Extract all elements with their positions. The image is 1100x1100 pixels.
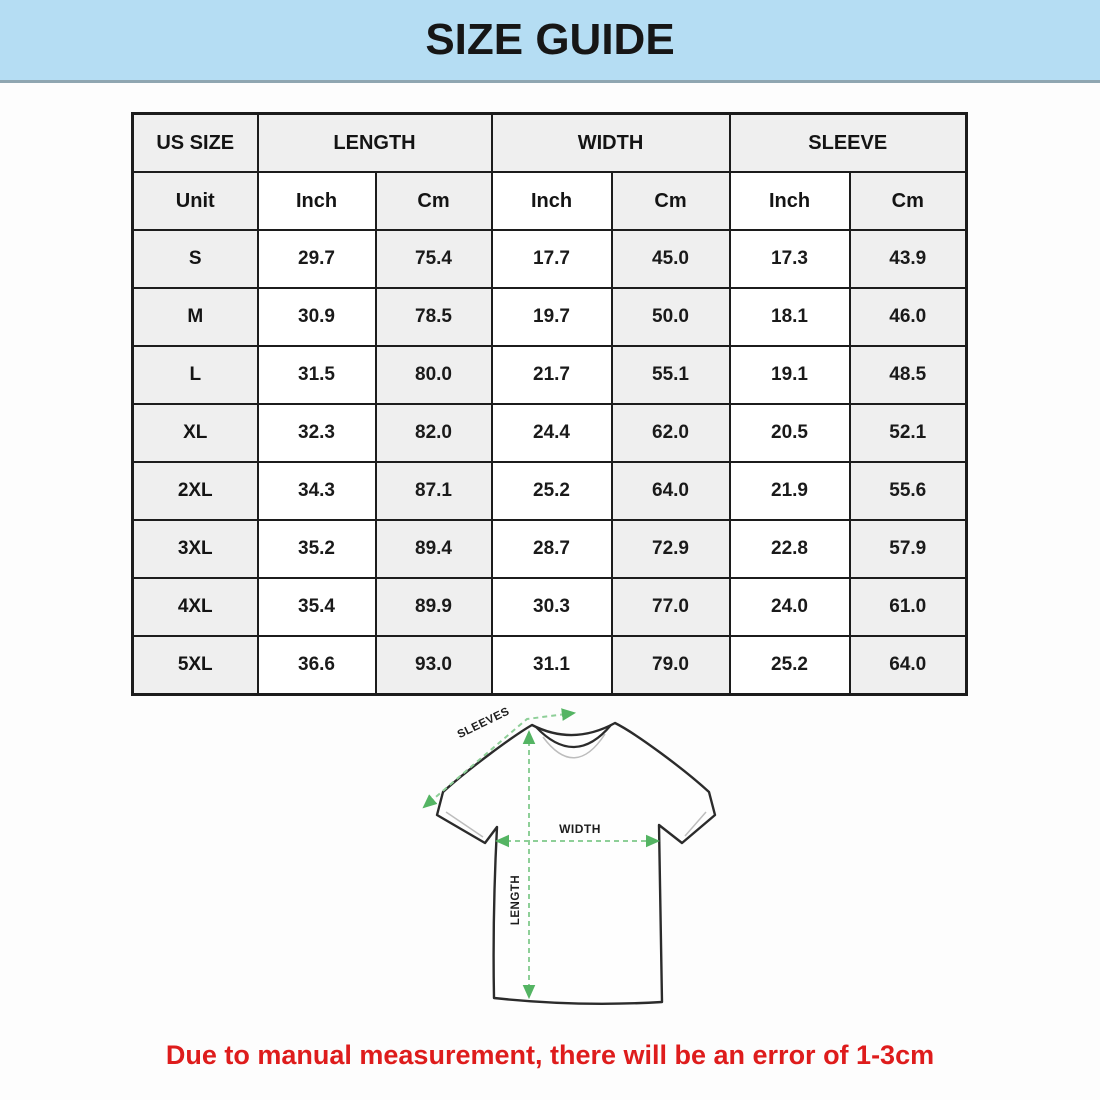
value-cell: 64.0	[612, 462, 730, 520]
size-label-cell: 4XL	[133, 578, 258, 636]
length-label: LENGTH	[510, 874, 522, 926]
unit-row	[133, 172, 967, 230]
value-cell: 19.7	[492, 288, 612, 346]
size-row	[133, 462, 967, 520]
measurement-note: Due to manual measurement, there will be an error of 1-3cm	[165, 1040, 935, 1070]
unit-label-cell: Unit	[133, 172, 258, 230]
size-label-cell: XL	[133, 404, 258, 462]
length-header-cell: LENGTH	[258, 114, 492, 173]
value-cell: 30.9	[258, 288, 376, 346]
value-cell: 28.7	[492, 520, 612, 578]
value-cell: 55.1	[612, 346, 730, 404]
value-cell: 25.2	[492, 462, 612, 520]
size-label-cell: L	[133, 346, 258, 404]
value-cell: 52.1	[850, 404, 967, 462]
value-cell: 31.1	[492, 636, 612, 695]
value-cell: 80.0	[376, 346, 492, 404]
value-cell: 43.9	[850, 230, 967, 288]
size-label-cell: M	[133, 288, 258, 346]
size-label-cell: 5XL	[133, 636, 258, 695]
value-cell: 17.7	[492, 230, 612, 288]
size-row	[133, 578, 967, 636]
value-cell: 89.9	[376, 578, 492, 636]
value-cell: 35.2	[258, 520, 376, 578]
value-cell: 64.0	[850, 636, 967, 695]
value-cell: 29.7	[258, 230, 376, 288]
value-cell: 46.0	[850, 288, 967, 346]
value-cell: 45.0	[612, 230, 730, 288]
page-title: SIZE GUIDE	[425, 15, 675, 64]
value-cell: 72.9	[612, 520, 730, 578]
value-cell: 19.1	[730, 346, 850, 404]
value-cell: 79.0	[612, 636, 730, 695]
size-row	[133, 520, 967, 578]
value-cell: 35.4	[258, 578, 376, 636]
tshirt-svg	[405, 700, 740, 1022]
sleeve-header-cell: SLEEVE	[730, 114, 967, 173]
tshirt-diagram	[405, 700, 740, 1022]
size-label-cell: 2XL	[133, 462, 258, 520]
value-cell: 48.5	[850, 346, 967, 404]
value-cell: 89.4	[376, 520, 492, 578]
size-row	[133, 230, 967, 288]
value-cell: 77.0	[612, 578, 730, 636]
value-cell: 93.0	[376, 636, 492, 695]
value-cell: 21.7	[492, 346, 612, 404]
sleeves-label: SLEEVES	[455, 705, 512, 742]
size-row	[133, 404, 967, 462]
value-cell: 30.3	[492, 578, 612, 636]
us-size-header-cell: US SIZE	[133, 114, 258, 173]
value-cell: 31.5	[258, 346, 376, 404]
value-cell: 61.0	[850, 578, 967, 636]
value-cell: 50.0	[612, 288, 730, 346]
value-cell: 75.4	[376, 230, 492, 288]
size-label-cell: 3XL	[133, 520, 258, 578]
value-cell: 62.0	[612, 404, 730, 462]
width-label: WIDTH	[559, 822, 601, 836]
size-row	[133, 346, 967, 404]
value-cell: 17.3	[730, 230, 850, 288]
value-cell: 20.5	[730, 404, 850, 462]
value-cell: 57.9	[850, 520, 967, 578]
width-header-cell: WIDTH	[492, 114, 730, 173]
value-cell: 22.8	[730, 520, 850, 578]
value-cell: 87.1	[376, 462, 492, 520]
size-table	[131, 112, 968, 696]
value-cell: 32.3	[258, 404, 376, 462]
tshirt-outline	[437, 723, 715, 1004]
value-cell: 55.6	[850, 462, 967, 520]
value-cell: 34.3	[258, 462, 376, 520]
value-cell: 24.0	[730, 578, 850, 636]
unit-cell: Cm	[612, 172, 730, 230]
unit-cell: Cm	[376, 172, 492, 230]
unit-cell: Inch	[258, 172, 376, 230]
value-cell: 24.4	[492, 404, 612, 462]
header-banner	[0, 0, 1100, 83]
value-cell: 25.2	[730, 636, 850, 695]
value-cell: 21.9	[730, 462, 850, 520]
group-header-row	[133, 114, 967, 173]
size-row	[133, 636, 967, 695]
size-row	[133, 288, 967, 346]
size-label-cell: S	[133, 230, 258, 288]
value-cell: 82.0	[376, 404, 492, 462]
unit-cell: Cm	[850, 172, 967, 230]
unit-cell: Inch	[730, 172, 850, 230]
value-cell: 36.6	[258, 636, 376, 695]
value-cell: 78.5	[376, 288, 492, 346]
value-cell: 18.1	[730, 288, 850, 346]
unit-cell: Inch	[492, 172, 612, 230]
